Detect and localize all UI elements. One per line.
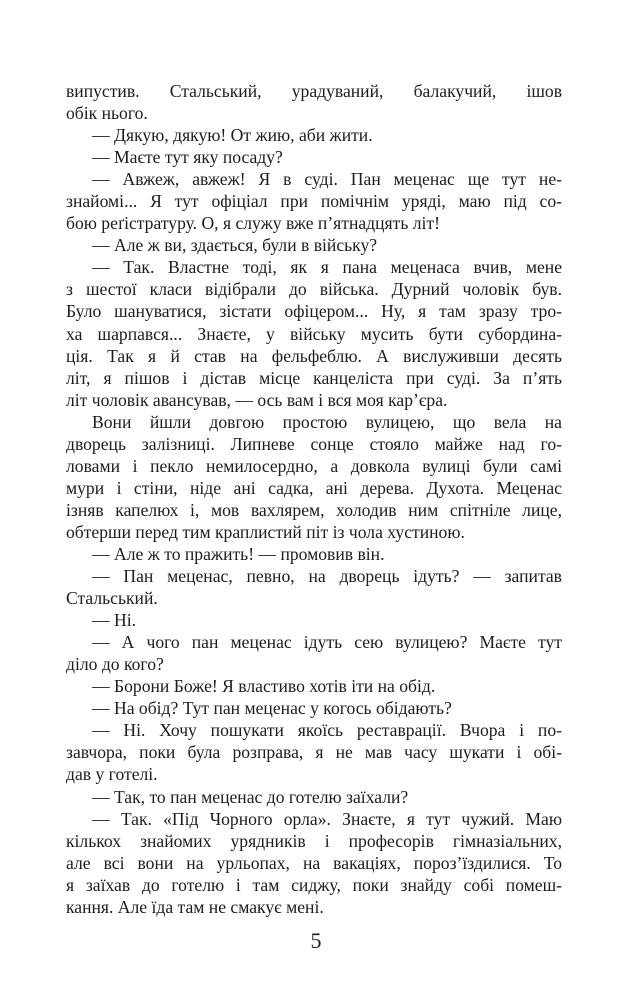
paragraph — [66, 609, 562, 631]
text-line: — Так. «Під Чорного орла». Знаєте, я тут чужий. Маю — [92, 808, 562, 829]
paragraph — [66, 234, 562, 256]
paragraph — [66, 675, 562, 697]
text-line: ловами і пекло немилосердно, а довкола вулиці були самі — [66, 455, 562, 476]
text-line: — Пан меценас, певно, на дворець ідуть? — запитав — [92, 566, 562, 587]
text-line: дворець залізниці. Липневе сонце стояло майже над го- — [66, 433, 562, 454]
text-line: ізняв капелюх і, мов вахлярем, холодив ним спітніле лице, — [66, 499, 562, 520]
text-line: ція. Так я й став на фельфеблю. А вислуживши десять — [66, 345, 562, 366]
text-line: — Авжеж, авжеж! Я в суді. Пан меценас ще тут не- — [92, 169, 562, 190]
text-line: — Борони Боже! Я властиво хотів іти на обід. — [92, 676, 436, 697]
text-line: кання. Але їда там не смакує мені. — [66, 896, 324, 917]
text-line: — На обід? Тут пан меценас у когось обідають? — [92, 698, 452, 719]
text-line: Було шануватися, зістати офіцером... Ну, я там зразу тро- — [66, 301, 562, 322]
text-line: але всі вони на урльопах, на вакаціях, пороз’їздилися. То — [66, 852, 562, 873]
paragraph — [66, 697, 562, 719]
paragraph — [66, 124, 562, 146]
paragraph — [66, 565, 562, 609]
text-line: літ чоловік авансував, — ось вам і вся моя кар’єра. — [66, 389, 448, 410]
text-line: я заїхав до готелю і там сиджу, поки знайду собі помеш- — [66, 874, 562, 895]
text-line: обік нього. — [66, 103, 148, 124]
paragraph — [66, 146, 562, 168]
text-line: — Маєте тут яку посаду? — [92, 147, 283, 168]
text-line: — Так. Властне тоді, як я пана меценаса вчив, мене — [92, 257, 562, 278]
text-line: мури і стіни, ніде ані садка, ані дерева. Духота. Меценас — [66, 477, 562, 498]
text-line: дав у готелі. — [66, 764, 158, 785]
text-line: ха шарпався... Знаєте, у війську мусить бути субордина- — [66, 323, 562, 344]
paragraph — [66, 411, 562, 543]
text-line: бою реґістратуру. О, я служу вже п’ятнадцять літ! — [66, 213, 440, 234]
text-line: Стальський. — [66, 588, 158, 609]
page-body — [66, 80, 562, 918]
text-line: літ, я пішов і дістав місце канцеліста при суді. За п’ять — [66, 367, 562, 388]
text-line: — Дякую, дякую! От жию, аби жити. — [92, 125, 373, 146]
paragraph — [66, 256, 562, 410]
page-number: 5 — [310, 928, 322, 953]
text-line: знайомі... Я тут офіціал при помічнім уряді, маю під со- — [66, 191, 562, 212]
paragraph — [66, 80, 562, 124]
text-line: — Так, то пан меценас до готелю заїхали? — [92, 786, 409, 807]
text-line: випустив. Стальський, урадуваний, балакучий, ішов — [66, 81, 562, 101]
paragraph — [66, 719, 562, 785]
text-line: — Але ж то пражить! — промовив він. — [92, 543, 385, 564]
text-line: з шестої класи відібрали до війська. Дурний чоловік був. — [66, 279, 562, 300]
text-line: завчора, поки була розправа, я не мав часу шукати і обі- — [66, 742, 562, 763]
text-line: — Ні. Хочу пошукати якоїсь реставрації. Вчора і по- — [92, 720, 562, 741]
text-line: — Але ж ви, здається, були в війську? — [92, 235, 378, 256]
text-line: обтерши перед тим краплистий піт із чола хустиною. — [66, 521, 465, 542]
text-line: Вони йшли довгою простою вулицею, що вела на — [92, 411, 562, 432]
text-line: — Ні. — [92, 610, 136, 631]
paragraph — [66, 631, 562, 675]
paragraph — [66, 168, 562, 234]
paragraph — [66, 786, 562, 808]
paragraph — [66, 808, 562, 918]
text-line: — А чого пан меценас ідуть сею вулицею? Маєте тут — [92, 632, 562, 653]
paragraph — [66, 543, 562, 565]
text-line: кількох знайомих урядників і професорів гімназіальних, — [66, 830, 562, 851]
text-line: діло до кого? — [66, 654, 164, 675]
